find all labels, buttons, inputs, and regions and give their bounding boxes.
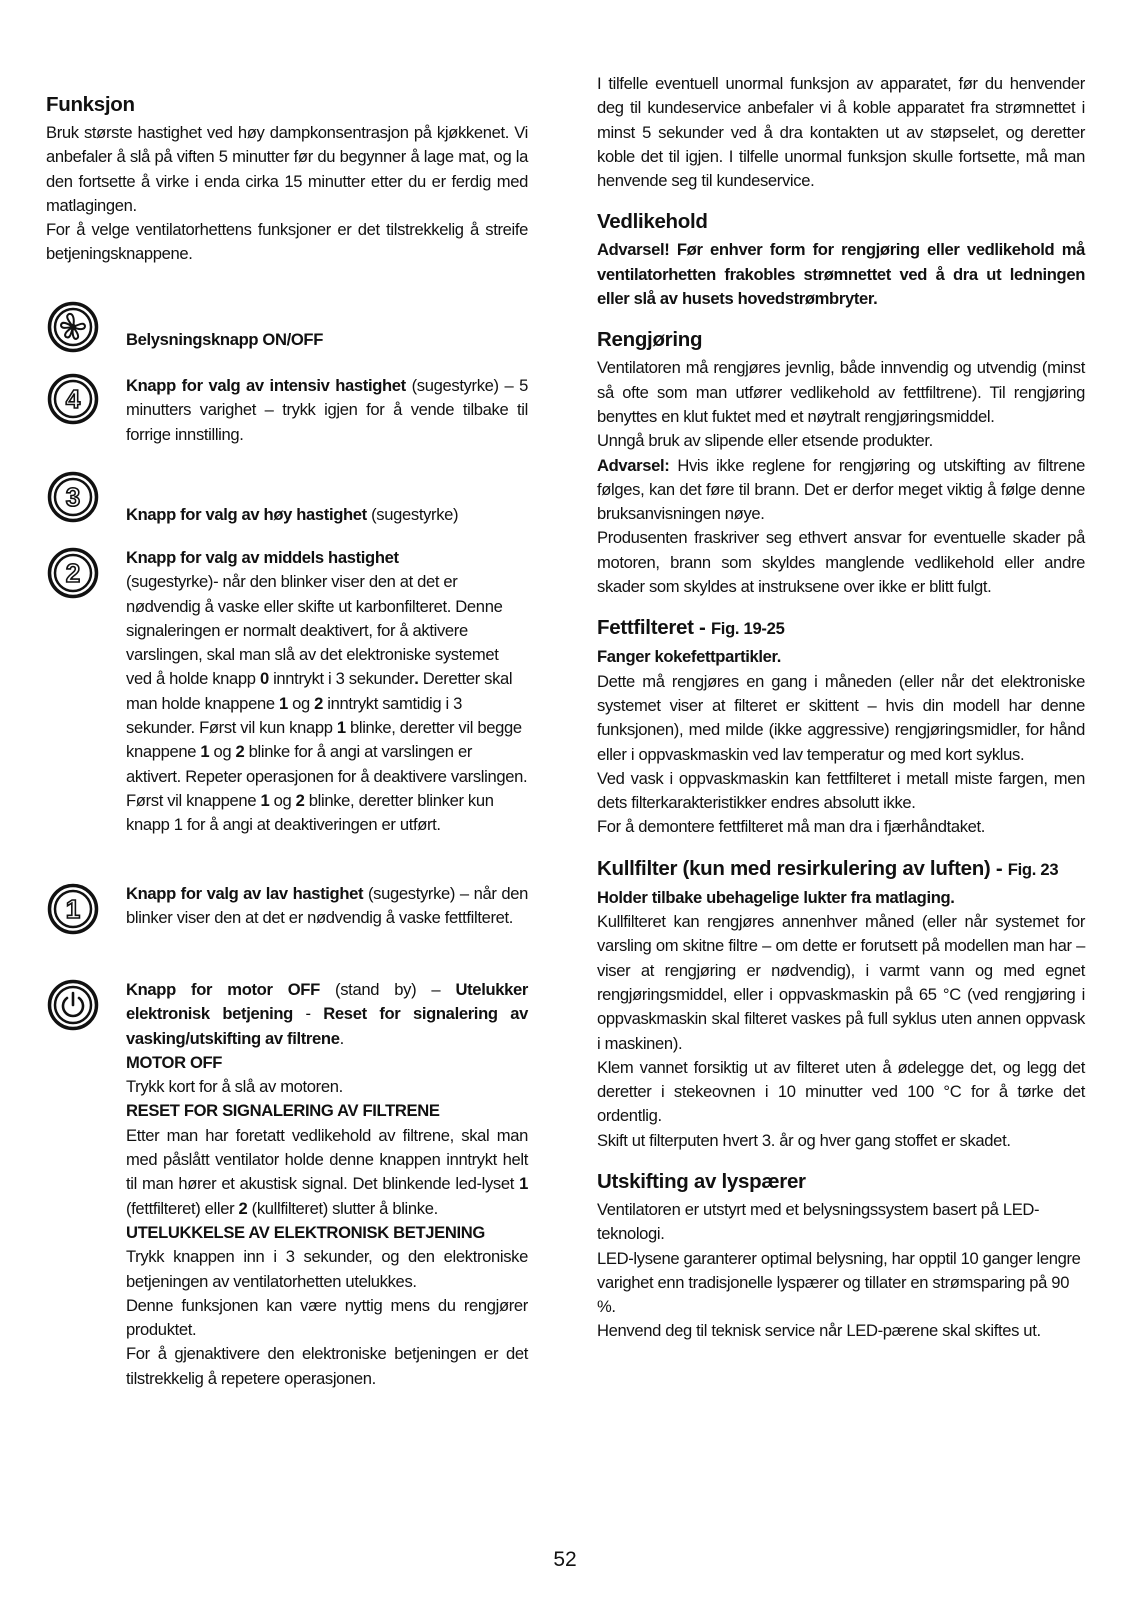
lyspaerer-paragraph-2: LED-lysene garanterer optimal belysning, har opptil 10 ganger lengre varighet enn tradisjonelle lyspærer og tillater en strømsparing på 90 %. [597,1248,1081,1317]
speed-2-icon [46,546,100,600]
left-column [46,72,528,1388]
high-button-title: Knapp for valg av høy hastighet [126,505,367,524]
rengjoring-paragraph-4: Produsenten fraskriver seg ethvert ansvar for eventuelle skader på motoren, brann som skyldes manglende vedlikehold eller andre skader som skyldes at instruksene over ikke er blitt fulgt. [597,528,1085,597]
page-number: 52 [553,1548,577,1571]
low-button-text: (sugestyrke) – når den blinker viser den at det er nødvendig å vaske fettfilteret. [126,884,528,928]
high-button-description [126,503,528,527]
kullfilter-paragraph-2: Klem vannet forsiktig ut av filteret uten å ødelegge det, og legg det deretter i stekeovnen i 10 minutter ved 100 °C for å tørke det ordentlig. [597,1057,1085,1126]
funksjon-paragraph-2: For å velge ventilatorhettens funksjoner er det tilstrekkelig å streife betjeningsknappene. [46,220,528,264]
svg-text:2: 2 [65,558,81,588]
intensive-button-title: Knapp for valg av intensiv hastighet [126,376,406,395]
fan-light-icon [46,300,100,354]
speed-1-icon [46,882,100,936]
intensive-button-text: (sugestyrke) – 5 minutters varighet – trykk igjen for å vende tilbake til forrige innstilling. [126,376,528,444]
svg-text:4: 4 [65,384,81,414]
kullfilter-paragraph-1: Kullfilteret kan rengjøres annenhver måned (eller når systemet for varsling om skitne filtre – om dette er forutsett på modellen man har – viser at rengjøring er nødvendig), i varmt vann og med egnet rengjøringsmiddel, eller i oppvaskmaskin på 65 °C (ved rengjøring i oppvaskmaskin skal filteret vaskes på full syklus uten annen oppvask i maskinen). [597,912,1085,1053]
lock-text-1: Trykk knappen inn i 3 sekunder, og den elektroniske betjeningen av ventilatorhetten utelukkes. [126,1247,528,1291]
vedlikehold-warning: Advarsel! Før enhver form for rengjøring eller vedlikehold må ventilatorhetten frakobles strømnettet ved å dra ut ledningen eller slå av husets hovedstrømbryter. [597,240,1085,309]
kullfilter-paragraph-3: Skift ut filterputen hvert 3. år og hver gang stoffet er skadet. [597,1130,1011,1150]
lock-text-2: Denne funksjonen kan være nyttig mens du rengjører produktet. [126,1295,528,1340]
lyspaerer-heading: Utskifting av lyspærer [597,1169,806,1193]
reset-subheading: RESET FOR SIGNALERING AV FILTRENE [126,1101,440,1121]
fettfilteret-paragraph-1: Dette må rengjøres en gang i måneden (eller når det elektroniske systemet viser at filteret er skittent – hvis din modell har denne funksjonen), med milde (ikke aggressive) rengjøringsmidler, for hånd eller i oppvaskmaskin ved lav temperatur og med kort syklus. [597,671,1085,764]
kullfilter-fig-ref: Fig. 23 [1007,859,1059,879]
rengjoring-heading: Rengjøring [597,328,703,352]
speed-3-icon [46,470,100,524]
high-button-text: (sugestyrke) [366,505,459,524]
abnormal-function-paragraph: I tilfelle eventuell unormal funksjon av apparatet, før du henvender deg til kundeservice anbefaler vi å koble apparatet fra strømnettet i minst 5 sekunder ved å dra kontakten ut av støpselet, og deretter koble det til igjen. I tilfelle unormal funksjon skulle fortsette, må man henvende seg til kundeservice. [597,74,1085,191]
low-button-title: Knapp for valg av lav hastighet [126,884,364,903]
intensive-button-description [126,374,528,447]
speed-4-icon [46,372,100,426]
funksjon-heading: Funksjon [46,93,135,116]
lyspaerer-paragraph-3: Henvend deg til teknisk service når LED-pærene skal skiftes ut. [597,1321,1041,1341]
fettfilteret-paragraph-2: Ved vask i oppvaskmaskin kan fettfilteret i metall miste fargen, men dets filterkarakteristikker endres absolutt ikke. [597,768,1085,813]
motor-off-subheading: MOTOR OFF [126,1052,223,1072]
low-button-description [126,882,528,931]
svg-text:3: 3 [65,482,81,512]
motor-off-block [126,978,528,1391]
rengjoring-paragraph-3: Advarsel: Hvis ikke reglene for rengjøring og utskifting av filtrene følges, kan det føre til brann. Det er derfor meget viktig å følge denne bruksanvisningen nøye. [597,455,1085,524]
power-icon [46,978,100,1032]
motor-off-intro: Knapp for motor OFF (stand by) – Utelukker elektronisk betjening - Reset for signalering av vasking/utskifting av filtrene. [126,980,528,1048]
motor-off-text: Trykk kort for å slå av motoren. [126,1077,343,1097]
medium-button-title: Knapp for valg av middels hastighet [126,548,399,567]
lock-text-3: For å gjenaktivere den elektroniske betjeningen er det tilstrekkelig å repetere operasjonen. [126,1344,528,1388]
vedlikehold-heading: Vedlikehold [597,210,708,234]
lock-subheading: UTELUKKELSE AV ELEKTRONISK BETJENING [126,1222,485,1242]
lyspaerer-paragraph-1: Ventilatoren er utstyrt med et belysningssystem basert på LED-teknologi. [597,1199,1040,1244]
svg-text:1: 1 [65,894,81,924]
right-column [597,72,1085,1344]
kullfilter-heading: Kullfilter (kun med resirkulering av luften) - Fig. 23 [597,856,1059,880]
fettfilteret-fig-ref: Fig. 19-25 [710,619,785,639]
reset-text: Etter man har foretatt vedlikehold av filtrene, skal man med påslått ventilator holde denne knappen inntrykt helt til man hører et akustisk signal. Det blinkende led-lyset 1 (fettfilteret) eller 2 (kullfilteret) slutter å blinke. [126,1125,528,1218]
medium-button-text: (sugestyrke)- når den blinker viser den at det er nødvendig å vaske eller skifte ut karbonfilteret. Denne signaleringen er normalt deaktivert, for å aktivere varslingen, skal man slå av det elektroniske systemet ved å holde knapp 0 inntrykt i 3 sekunder. Deretter skal man holde knappene 1 og 2 inntrykt samtidig i 3 sekunder. Først vil kun knapp 1 blinke, deretter vil begge knappene 1 og 2 blinke for å angi at varslingen er aktivert. Repeter operasjonen for å deaktivere varslingen. Først vil knappene 1 og 2 blinke, deretter blinker kun knapp 1 for å angi at deaktiveringen er utført. [126,572,528,835]
fettfilteret-subtitle: Fanger kokefettpartikler. [597,647,781,667]
rengjoring-paragraph-2: Unngå bruk av slipende eller etsende produkter. [597,431,933,451]
fettfilteret-heading: Fettfilteret - Fig. 19-25 [597,616,785,640]
light-button-label: Belysningsknapp ON/OFF [126,330,323,349]
fettfilteret-paragraph-3: For å demontere fettfilteret må man dra i fjærhåndtaket. [597,817,986,837]
kullfilter-subtitle: Holder tilbake ubehagelige lukter fra matlaging. [597,887,955,907]
medium-button-block [126,546,528,838]
rengjoring-paragraph-1: Ventilatoren må rengjøres jevnlig, både innvendig og utvendig (minst så ofte som man utfører vedlikehold av fettfiltrene). Til rengjøring benyttes en klut fuktet med et nøytralt rengjøringsmiddel. [597,358,1085,426]
funksjon-paragraph-1: Bruk største hastighet ved høy dampkonsentrasjon på kjøkkenet. Vi anbefaler å slå på viften 5 minutter før du begynner å lage mat, og la den fortsette å virke i enda cirka 15 minutter etter du er ferdig med matlagingen. [46,123,528,215]
